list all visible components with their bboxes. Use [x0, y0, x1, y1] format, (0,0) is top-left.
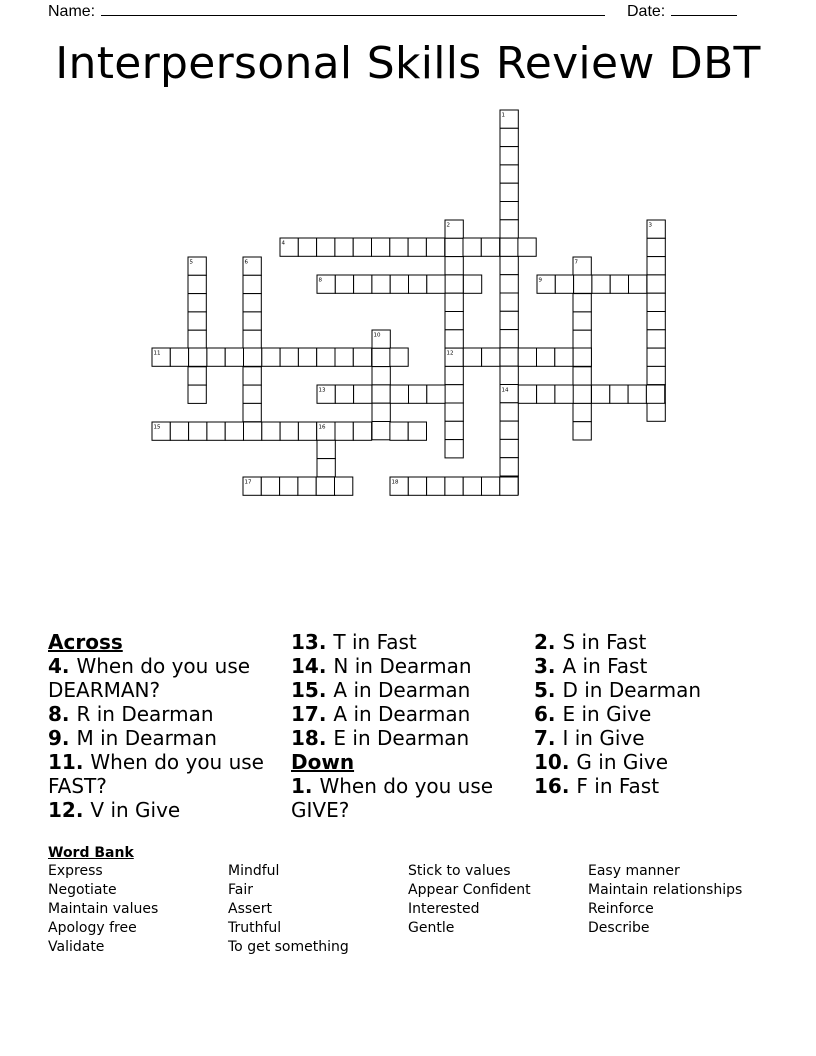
clue-item-text: E in Dearman — [333, 726, 470, 750]
clue-item-text: When do you use FAST? — [48, 750, 264, 798]
grid-cell[interactable] — [372, 385, 390, 403]
clue-item-number: 5. — [534, 678, 563, 702]
grid-cell[interactable] — [353, 422, 371, 440]
clue-item — [534, 750, 764, 774]
grid-cell[interactable] — [555, 348, 573, 366]
clues-column-3 — [534, 630, 764, 798]
grid-cell[interactable] — [188, 312, 206, 330]
grid-cell[interactable] — [555, 385, 573, 403]
clue-item — [534, 654, 764, 678]
grid-cell[interactable] — [500, 477, 518, 495]
grid-cell[interactable] — [354, 385, 372, 403]
grid-cell[interactable] — [170, 348, 188, 366]
clue-item — [48, 798, 278, 822]
word-bank-column — [408, 862, 531, 938]
grid-cell[interactable] — [390, 348, 408, 366]
clue-number: 6 — [244, 259, 248, 266]
clue-number: 17 — [244, 479, 252, 486]
grid-cell[interactable] — [188, 294, 206, 312]
grid-cell[interactable] — [427, 385, 445, 403]
grid-cell[interactable] — [537, 385, 555, 403]
clue-item-number: 6. — [534, 702, 563, 726]
clue-item-number: 12. — [48, 798, 91, 822]
word-bank-title: Word Bank — [48, 845, 134, 861]
grid-cell[interactable] — [188, 367, 206, 385]
grid-cell[interactable] — [408, 422, 426, 440]
grid-cell[interactable] — [189, 348, 207, 366]
grid-cell[interactable] — [445, 238, 463, 256]
grid-cell[interactable] — [445, 293, 463, 311]
clue-item-text: T in Fast — [333, 630, 417, 654]
clue-item — [291, 630, 521, 654]
clue-item — [534, 702, 764, 726]
grid-cell[interactable] — [372, 348, 390, 366]
grid-cell[interactable] — [243, 403, 261, 421]
clue-item-number: 10. — [534, 750, 577, 774]
grid-cell[interactable] — [647, 257, 665, 275]
clue-number: 8 — [318, 277, 322, 284]
grid-cell[interactable] — [500, 202, 518, 220]
clue-item — [291, 654, 521, 678]
word-bank-item: Express — [48, 863, 103, 879]
clue-number: 14 — [501, 387, 509, 394]
grid-cell[interactable] — [610, 385, 628, 403]
grid-cell[interactable] — [372, 367, 390, 385]
grid-cell[interactable] — [243, 385, 261, 403]
clue-number: 12 — [446, 350, 454, 357]
clue-item — [534, 726, 764, 750]
clues-column-2 — [291, 630, 521, 822]
clue-item-number: 9. — [48, 726, 77, 750]
grid-cell[interactable] — [427, 477, 445, 495]
grid-cell[interactable] — [261, 477, 279, 495]
clue-item — [48, 726, 278, 750]
grid-cell[interactable] — [409, 275, 427, 293]
grid-cell[interactable] — [445, 477, 463, 495]
clue-item — [48, 654, 278, 702]
grid-cell[interactable] — [573, 330, 591, 348]
grid-cell[interactable] — [482, 348, 500, 366]
grid-cell[interactable] — [555, 275, 573, 293]
grid-cell[interactable] — [445, 312, 463, 330]
grid-cell[interactable] — [500, 147, 518, 165]
clue-item-text: D in Dearman — [562, 678, 702, 702]
grid-cell[interactable] — [500, 128, 518, 146]
clue-item-number: 18. — [291, 726, 334, 750]
grid-cell[interactable] — [408, 477, 426, 495]
clue-item-number: 14. — [291, 654, 334, 678]
grid-cell[interactable] — [500, 439, 518, 457]
word-bank-item: Truthful — [228, 920, 282, 936]
grid-cell[interactable] — [353, 348, 371, 366]
grid-cell[interactable] — [500, 330, 518, 348]
clue-item-number: 1. — [291, 774, 320, 798]
grid-cell[interactable] — [335, 422, 353, 440]
clue-number: 15 — [153, 424, 161, 431]
word-bank-item: Maintain relationships — [588, 882, 743, 898]
grid-cell[interactable] — [500, 366, 518, 384]
grid-cell[interactable] — [243, 294, 261, 312]
date-label: Date: — [627, 3, 666, 20]
clue-item-text: F in Fast — [576, 774, 660, 798]
grid-cell[interactable] — [243, 312, 261, 330]
grid-cell[interactable] — [317, 459, 335, 477]
grid-cell[interactable] — [573, 294, 591, 312]
grid-cell[interactable] — [426, 238, 444, 256]
grid-cell[interactable] — [317, 440, 335, 458]
clue-item — [534, 774, 764, 798]
grid-cell[interactable] — [500, 220, 518, 238]
grid-cell[interactable] — [445, 257, 463, 275]
word-bank-item: Easy manner — [588, 863, 680, 879]
clue-item — [48, 702, 278, 726]
grid-cell[interactable] — [445, 330, 463, 348]
grid-cell[interactable] — [463, 275, 481, 293]
word-bank-item: Gentle — [408, 920, 455, 936]
grid-cell[interactable] — [225, 348, 243, 366]
clue-item-number: 8. — [48, 702, 77, 726]
grid-cell[interactable] — [335, 348, 353, 366]
word-bank-column — [48, 862, 158, 957]
grid-cell[interactable] — [372, 275, 390, 293]
grid-cell[interactable] — [188, 385, 206, 403]
word-bank-item: Maintain values — [48, 901, 159, 917]
grid-cell[interactable] — [445, 403, 463, 421]
grid-cell[interactable] — [500, 275, 518, 293]
clue-number: 1 — [501, 112, 505, 119]
page-title: Interpersonal Skills Review DBT — [55, 38, 761, 89]
grid-cell[interactable] — [188, 330, 206, 348]
grid-cell[interactable] — [445, 275, 463, 293]
grid-cell[interactable] — [298, 348, 316, 366]
grid-cell[interactable] — [280, 422, 298, 440]
clue-section-heading: Across — [48, 630, 123, 654]
grid-cell[interactable] — [573, 348, 591, 366]
grid-cell[interactable] — [573, 367, 591, 385]
grid-cell[interactable] — [372, 422, 390, 440]
clue-item — [48, 750, 278, 798]
grid-cell[interactable] — [244, 422, 262, 440]
clue-item-number: 13. — [291, 630, 334, 654]
grid-cell[interactable] — [500, 348, 518, 366]
grid-cell[interactable] — [573, 403, 591, 421]
clue-item-number: 16. — [534, 774, 577, 798]
clue-item-text: When do you use DEARMAN? — [48, 654, 251, 702]
clue-section-heading: Down — [291, 750, 355, 774]
grid-cell[interactable] — [573, 385, 591, 403]
grid-cell[interactable] — [316, 477, 334, 495]
grid-cell[interactable] — [243, 367, 261, 385]
grid-cell[interactable] — [463, 477, 481, 495]
grid-cell[interactable] — [647, 348, 665, 366]
grid-cell[interactable] — [170, 422, 188, 440]
grid-cell[interactable] — [500, 421, 518, 439]
grid-cell[interactable] — [390, 275, 408, 293]
grid-cell[interactable] — [354, 275, 372, 293]
grid-cell[interactable] — [298, 477, 316, 495]
clue-number: 10 — [373, 332, 381, 339]
grid-cell[interactable] — [500, 256, 518, 274]
grid-cell[interactable] — [335, 477, 353, 495]
clue-item-text: A in Dearman — [333, 678, 471, 702]
grid-cell[interactable] — [445, 440, 463, 458]
clue-item-number: 3. — [534, 654, 563, 678]
grid-cell[interactable] — [335, 385, 353, 403]
clue-item-number: 2. — [534, 630, 563, 654]
clue-item-text: E in Give — [562, 702, 652, 726]
grid-cell[interactable] — [647, 293, 665, 311]
grid-cell[interactable] — [188, 275, 206, 293]
clue-item-text: A in Fast — [562, 654, 648, 678]
grid-cell[interactable] — [518, 385, 536, 403]
clue-item-text: M in Dearman — [76, 726, 217, 750]
grid-cell[interactable] — [207, 422, 225, 440]
clue-number: 11 — [153, 350, 161, 357]
clue-number: 5 — [189, 259, 193, 266]
grid-cell[interactable] — [500, 458, 518, 476]
word-bank-column — [228, 862, 349, 957]
grid-cell[interactable] — [189, 422, 207, 440]
grid-cell[interactable] — [225, 422, 243, 440]
clue-item-text: N in Dearman — [333, 654, 472, 678]
grid-cell[interactable] — [317, 348, 335, 366]
clue-number: 16 — [318, 424, 326, 431]
clue-number: 7 — [574, 259, 578, 266]
grid-cell[interactable] — [207, 348, 225, 366]
grid-cell[interactable] — [427, 275, 445, 293]
grid-cell[interactable] — [298, 422, 316, 440]
grid-cell[interactable] — [372, 238, 390, 256]
clue-item — [534, 678, 764, 702]
grid-cell[interactable] — [409, 385, 427, 403]
grid-cell[interactable] — [518, 238, 536, 256]
word-bank-item: Reinforce — [588, 901, 654, 917]
clue-item-text: G in Give — [576, 750, 669, 774]
grid-cell[interactable] — [262, 348, 280, 366]
clue-number: 9 — [538, 277, 542, 284]
clue-item-text: R in Dearman — [76, 702, 214, 726]
grid-cell[interactable] — [335, 238, 353, 256]
grid-cell[interactable] — [390, 422, 408, 440]
clue-item-text: A in Dearman — [333, 702, 471, 726]
word-bank-item: Fair — [228, 882, 253, 898]
clue-item-number: 17. — [291, 702, 334, 726]
grid-cell[interactable] — [500, 165, 518, 183]
clue-number: 2 — [446, 222, 450, 229]
grid-cell[interactable] — [500, 311, 518, 329]
grid-cell[interactable] — [243, 330, 261, 348]
word-bank-item: Appear Confident — [408, 882, 531, 898]
grid-cell[interactable] — [592, 385, 610, 403]
word-bank-item: Describe — [588, 920, 650, 936]
grid-cell[interactable] — [445, 421, 463, 439]
clue-item — [291, 678, 521, 702]
grid-cell[interactable] — [629, 275, 647, 293]
clue-item — [291, 702, 521, 726]
grid-cell[interactable] — [335, 275, 353, 293]
grid-cell[interactable] — [353, 238, 371, 256]
grid-cell[interactable] — [500, 293, 518, 311]
grid-cell[interactable] — [445, 366, 463, 384]
grid-cell[interactable] — [647, 275, 665, 293]
clue-item-text: V in Give — [90, 798, 181, 822]
grid-cell[interactable] — [500, 403, 518, 421]
grid-cell[interactable] — [463, 348, 481, 366]
clue-item — [534, 630, 764, 654]
clue-item-text: S in Fast — [562, 630, 647, 654]
grid-cell[interactable] — [280, 348, 298, 366]
clue-item-number: 15. — [291, 678, 334, 702]
grid-cell[interactable] — [390, 385, 408, 403]
word-bank-column — [588, 862, 742, 938]
grid-cell[interactable] — [647, 238, 665, 256]
grid-cell[interactable] — [372, 403, 390, 421]
grid-cell[interactable] — [298, 238, 316, 256]
name-label: Name: — [48, 3, 96, 20]
clue-number: 4 — [281, 240, 285, 247]
word-bank-item: Mindful — [228, 863, 280, 879]
word-bank-item: Interested — [408, 901, 480, 917]
word-bank-item: Negotiate — [48, 882, 117, 898]
grid-cell[interactable] — [646, 385, 664, 403]
word-bank-item: Validate — [48, 939, 105, 955]
grid-cell[interactable] — [573, 422, 591, 440]
word-bank-item: To get something — [228, 939, 349, 955]
grid-cell[interactable] — [481, 238, 499, 256]
clue-item-number: 7. — [534, 726, 563, 750]
word-bank-item: Assert — [228, 901, 273, 917]
grid-cell[interactable] — [500, 183, 518, 201]
grid-cell[interactable] — [592, 275, 610, 293]
grid-cell[interactable] — [518, 348, 536, 366]
grid-cell[interactable] — [647, 312, 665, 330]
grid-cell[interactable] — [408, 238, 426, 256]
grid-cell[interactable] — [647, 366, 665, 384]
clue-item-text: When do you use GIVE? — [291, 774, 494, 822]
clue-item-number: 4. — [48, 654, 77, 678]
grid-cell[interactable] — [500, 238, 518, 256]
grid-cell[interactable] — [628, 385, 646, 403]
grid-cell[interactable] — [243, 275, 261, 293]
clues-column-1 — [48, 630, 278, 822]
grid-cell[interactable] — [390, 238, 408, 256]
grid-cell[interactable] — [280, 477, 298, 495]
grid-cell[interactable] — [482, 477, 500, 495]
clue-item-number: 11. — [48, 750, 91, 774]
word-bank-item: Stick to values — [408, 863, 511, 879]
clue-number: 18 — [391, 479, 399, 486]
grid-cell[interactable] — [647, 330, 665, 348]
grid-cell[interactable] — [244, 348, 262, 366]
clue-item — [291, 726, 521, 750]
grid-cell[interactable] — [463, 238, 481, 256]
grid-cell[interactable] — [445, 385, 463, 403]
word-bank-item: Apology free — [48, 920, 137, 936]
clue-item — [291, 774, 521, 822]
grid-cell[interactable] — [537, 348, 555, 366]
clue-item-text: I in Give — [562, 726, 645, 750]
grid-cell[interactable] — [610, 275, 628, 293]
grid-cell[interactable] — [573, 312, 591, 330]
clue-number: 3 — [648, 222, 652, 229]
grid-cell[interactable] — [262, 422, 280, 440]
grid-cell[interactable] — [317, 238, 335, 256]
grid-cell[interactable] — [647, 403, 665, 421]
grid-cell[interactable] — [574, 275, 592, 293]
clue-number: 13 — [318, 387, 326, 394]
